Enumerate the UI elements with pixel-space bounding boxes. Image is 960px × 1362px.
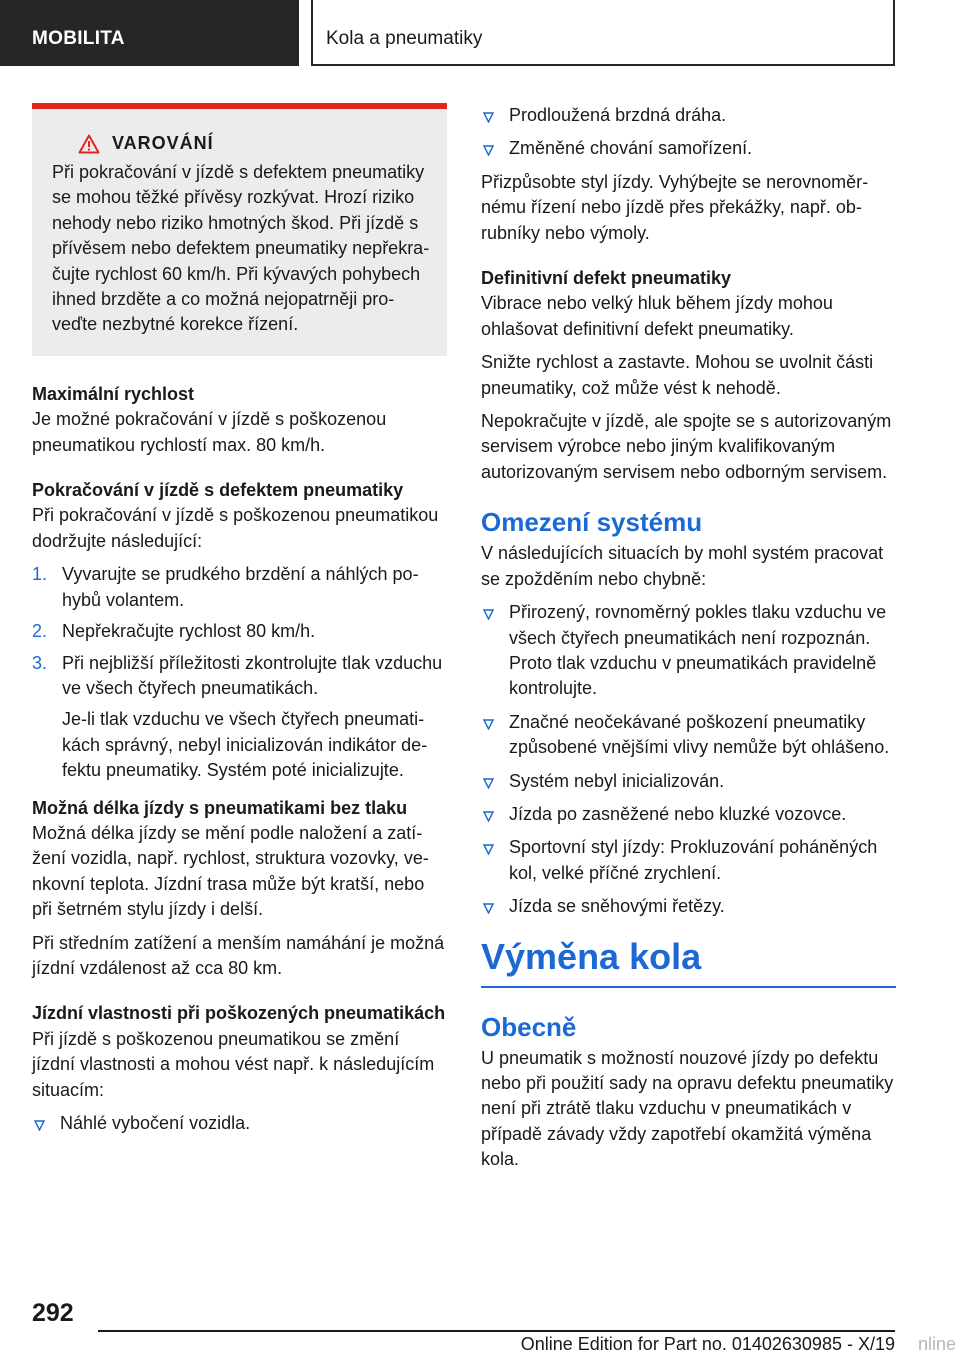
list-item bbox=[481, 894, 896, 919]
bullet-triangle-icon bbox=[34, 1120, 45, 1131]
continue-driving-section bbox=[32, 478, 447, 783]
range-text-2: Při středním zatížení a menším namáhání je možná jízdní vzdálenost až cca 80 km. bbox=[32, 932, 445, 978]
list-item bbox=[32, 619, 447, 644]
list-item bbox=[481, 710, 896, 761]
max-speed-text: Je možné pokračování v jízdě s poškozenou pneumatikou rychlostí max. 80 km/h. bbox=[32, 409, 387, 455]
bullet-triangle-icon bbox=[483, 609, 494, 620]
properties-text: Při jízdě s poškozenou pneumatikou se změní jízdní vlastnosti a mohou vést např. k následujícím situacím: bbox=[32, 1028, 435, 1100]
list-item bbox=[481, 103, 896, 128]
wheel-change-section bbox=[481, 934, 896, 1173]
warning-box bbox=[32, 103, 447, 356]
bullet-triangle-icon bbox=[483, 844, 494, 855]
definitive-text-2: Snižte rychlost a zastavte. Mohou se uvolnit části pneumatiky, což může vést k nehodě. bbox=[481, 352, 874, 398]
limits-bullets bbox=[481, 600, 896, 919]
max-speed-heading: Maximální rychlost bbox=[32, 383, 195, 404]
footer-edition: Online Edition for Part no. 01402630985 - X/19 bbox=[520, 1334, 895, 1354]
range-text-1: Možná délka jízdy se mění podle naložení a zatížení vozidla, např. rychlost, struktura vozovky, venkovní teplota. Jízdní trasa může být kratší, nebo při šetrném stylu jízdy i delší. bbox=[32, 822, 429, 920]
list-item bbox=[481, 835, 896, 886]
limits-intro: V následujících situacích by mohl systém pracovat se zpožděním nebo chybně: bbox=[481, 543, 884, 589]
bullet-triangle-icon bbox=[483, 903, 494, 914]
step-text: Při nejbližší příležitosti zkontrolujte tlak vzduchu ve všech čtyřech pneumatikách. bbox=[62, 652, 443, 698]
step-subtext: Je-li tlak vzduchu ve všech čtyřech pneumatikách správný, nebyl inicializován indikátor defektu pneumatiky. Systém poté inicializujte. bbox=[62, 709, 428, 781]
warning-title-text: VAROVÁNÍ bbox=[112, 133, 214, 153]
footer-divider bbox=[98, 1330, 895, 1332]
continue-driving-steps bbox=[32, 562, 447, 783]
definitive-text-1: Vibrace nebo velký hluk během jízdy mohou ohlašovat definitivní defekt pneumatiky. bbox=[481, 293, 833, 339]
list-item bbox=[481, 769, 896, 794]
adapt-text: Přizpůsobte styl jízdy. Vyhýbejte se nerovnoměrnému řízení nebo jízdě přes překážky, např. obrubníky nebo výmoly. bbox=[481, 171, 869, 243]
bullet-text: Systém nebyl inicializován. bbox=[509, 770, 725, 791]
definitive-heading: Definitivní defekt pneumatiky bbox=[481, 268, 732, 289]
bullet-triangle-icon bbox=[483, 811, 494, 822]
right-column bbox=[481, 103, 896, 1181]
bullet-triangle-icon bbox=[483, 778, 494, 789]
bullet-text: Jízda se sněhovými řetězy. bbox=[509, 896, 725, 917]
warning-title bbox=[52, 133, 431, 154]
properties-heading: Jízdní vlastnosti při poškozených pneumatikách bbox=[32, 1003, 446, 1024]
page-number: 292 bbox=[32, 1299, 74, 1327]
bullet-text: Změněné chování samořízení. bbox=[509, 138, 753, 159]
step-text: Nepřekračujte rychlost 80 km/h. bbox=[62, 621, 316, 642]
list-item bbox=[32, 1111, 447, 1136]
step-text: Vyvarujte se prudkého brzdění a náhlých pohybů volantem. bbox=[62, 564, 419, 610]
bullet-triangle-icon bbox=[483, 145, 494, 156]
right-bullets bbox=[481, 103, 896, 162]
bullet-text: Prodloužená brzdná dráha. bbox=[509, 105, 727, 125]
bullet-text: Jízda po zasněžené nebo kluzké vozovce. bbox=[509, 803, 847, 824]
properties-section bbox=[32, 1001, 447, 1136]
definitive-text-3: Nepokračujte v jízdě, ale spojte se s autorizovaným servisem výrobce nebo jiným kvalifikovaným autorizovaným servisem nebo odborným servisem. bbox=[481, 411, 892, 482]
header-section: MOBILITA bbox=[0, 0, 299, 66]
wheel-change-text: U pneumatik s možností nouzové jízdy po defektu nebo při použití sady na opravu defektu pneumatiky není při ztrátě tlaku vzduchu v pneumatikách v případě závady vždy zapotřebí okamžitá výměna kola. bbox=[481, 1047, 894, 1170]
max-speed-section bbox=[32, 382, 447, 458]
properties-bullets bbox=[32, 1111, 447, 1136]
bullet-text: Přirozený, rovnoměrný pokles tlaku vzduchu ve všech čtyřech pneumatikách není rozpoznán. Proto tlak vzduchu v pneumatikách pravidelně kontrolujte. bbox=[509, 602, 887, 699]
step-number: 3. bbox=[32, 652, 48, 673]
header-chapter: Kola a pneumatiky bbox=[311, 0, 895, 66]
warning-text: Při pokračování v jízdě s defektem pneumatiky se mohou těžké přívěsy rozkývat. Hrozí riziko nehody nebo riziko hmotných škod. Při jízdě s přívěsem nebo defektem pneumatiky nepřekračujte rychlost 60 km/h. Při kývavých pohybech ihned brzděte a co možná nejopatrněji proveďte nezbytné korekce řízení. bbox=[52, 162, 430, 335]
step-number: 1. bbox=[32, 564, 48, 585]
list-item bbox=[481, 802, 896, 827]
bullet-triangle-icon bbox=[483, 112, 494, 123]
left-column bbox=[32, 103, 447, 1144]
bullet-text: Značné neočekávané poškození pneumatiky způsobené vnějšími vlivy nemůže být ohlášeno. bbox=[509, 711, 890, 758]
range-heading: Možná délka jízdy s pneumatikami bez tlaku bbox=[32, 797, 408, 818]
bullet-text: Sportovní styl jízdy: Prokluzování poháněných kol, velké příčné zrychlení. bbox=[509, 837, 878, 883]
bullet-text: Náhlé vybočení vozidla. bbox=[60, 1113, 251, 1133]
bullet-triangle-icon bbox=[483, 719, 494, 730]
limits-section bbox=[481, 505, 896, 919]
step-number: 2. bbox=[32, 621, 48, 642]
list-item bbox=[481, 136, 896, 161]
general-heading: Obecně bbox=[481, 1011, 577, 1042]
wheel-change-heading: Výměna kola bbox=[481, 934, 896, 988]
limits-heading: Omezení systému bbox=[481, 507, 703, 538]
continue-driving-heading: Pokračování v jízdě s defektem pneumatiky bbox=[32, 480, 404, 501]
continue-driving-intro: Při pokračování v jízdě s poškozenou pneumatikou dodržujte následující: bbox=[32, 505, 439, 551]
list-item bbox=[481, 600, 896, 702]
list-item bbox=[32, 562, 447, 613]
range-section bbox=[32, 796, 447, 982]
list-item bbox=[32, 651, 447, 784]
watermark: nline bbox=[917, 1334, 956, 1354]
warning-triangle-icon bbox=[78, 134, 100, 154]
definitive-section bbox=[481, 266, 896, 485]
